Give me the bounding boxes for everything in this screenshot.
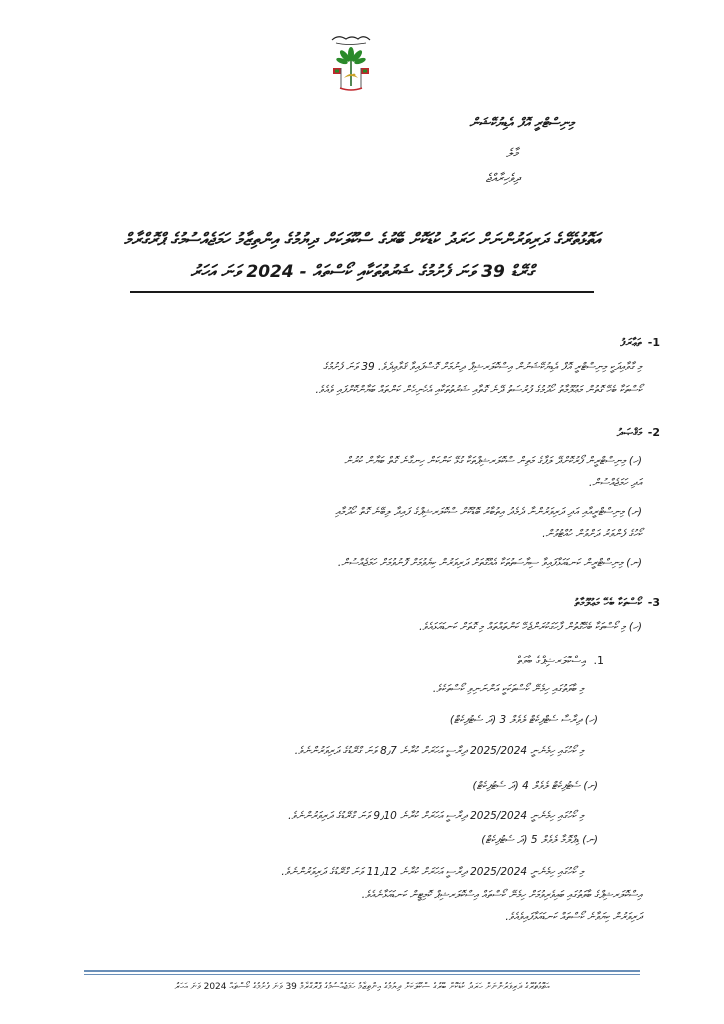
item-text: މިނިސްޓްރީން ފޯރުކޮށްދޭ ލަފާގެ މަތިން ސްކޮލަރޝިޕްތަކާ ގުޅޭ ކަންކަން ހިނގާނެ ގޮތް ބަޔާން ކުރުން bbox=[344, 455, 626, 467]
course-item bbox=[98, 834, 598, 847]
item-marker: (ހ) bbox=[628, 455, 642, 467]
subsection-number: .1 bbox=[593, 654, 604, 667]
section-number: -3 bbox=[647, 596, 660, 609]
country-name: ދިވެހިރާއްޖެ bbox=[485, 171, 520, 185]
document-title-line-1: އަތޮޅުތެރޭގެ ދަރިވަރުންނަށް ހަރަދު ކުޑަކޮށް ބޭރުގެ ސްކޫލަކަށް ދިޔުމުގެ އިންތިޒާމު ހަމަޖެއްސުމުގެ ޕްރޮގްރާމް bbox=[123, 230, 601, 250]
item-text: މިނިސްޓްރީން ކަނޑައަޅާފައިވާ ސިޔާސަތުތަކާ އެއްގޮތަށް ދަރިވަރުން ކިޔެވުމަށް ފޮނުވުމަށް ހަމަޖެއްސުން. bbox=[337, 557, 623, 569]
course-detail: މި ކޯހުގައި ހިމެނެނީ 2025/2024 ދިރާސީ އަހަރަށް ކުރާނެ 9٫10 ވަނަ ގްރޭޑުގެ ދަރިވަރުންނެވެ. bbox=[288, 810, 584, 822]
city-name: މާލެ bbox=[506, 146, 518, 160]
ministry-name: މިނިސްޓްރީ އޮފް އެޑިޔުކޭޝަން bbox=[469, 116, 574, 131]
section-1-paragraph-line: މި ގާވާއިދަކީ މިނިސްޓްރީ އޮފް އެޑިޔުކޭޝަނުން އިސްކޮލަރޝިޕް ދިނުމަށް ގޮސްފައިވާ ޤަވާޢިދެވެ. 39 ވަނަ ފެށުމުގެ bbox=[323, 361, 642, 373]
subsection-heading bbox=[364, 654, 604, 670]
footer-divider bbox=[84, 974, 640, 975]
footer-divider bbox=[84, 970, 640, 972]
title-underline bbox=[130, 291, 594, 293]
list-item-continuation: އަދި ހަމަޖެއްސުން. bbox=[588, 477, 642, 489]
course-name: ޑިޕްލޮމާ ލެވެލް 5 (ދަ ސެޓުފިކެޓް) bbox=[481, 834, 579, 846]
section-number: -1 bbox=[647, 336, 660, 349]
section-number: -2 bbox=[647, 426, 660, 439]
subsection-title: އިސްކޮލަރޝިޕްގެ ބާވަތް bbox=[516, 654, 586, 667]
section-1-heading bbox=[540, 336, 660, 352]
item-marker: (ނ) bbox=[582, 834, 598, 846]
course-name: ސެޓުފިކެޓް ލެވެލް 4 (ދަ ސެޓުފިކެޓް) bbox=[472, 780, 581, 792]
subsection-description: މި ބާވަތުގައި ހިމެނޭ ކޯސްތަކަކީ އަންނަނިވި ކޯސްތަކެވެ. bbox=[432, 683, 584, 695]
section-1-paragraph-line: ކޯސްތަކާ ބެހޭ ގޮތުން މަޢުލޫމާތު ހޯދުމުގެ ފުރުސަތު ދޭނެ ގޮތާއި ޝަރުތުތަކާއި އެހެނިހެން ކަންތައް ބަޔާންކޮށްފައި ވެއެވެ. bbox=[315, 384, 642, 396]
document-title-line-2: ގްރޭޑް 39 ވަނަ ފެށުމުގެ ޝަރުތުތަކާއި ކޯސްތައް - 2024 ވަނަ އަހަރު bbox=[190, 262, 534, 282]
closing-paragraph-line: އިސްކޮލަރޝިޕްގެ ބާވަތުގައި ބައިވެރިވުމަށް ހިމެނޭ ކޯސްތައް އިސްކޮލަރޝިޕް ކޮމިޓީން ކަނޑައަޅާނެއެވެ. bbox=[361, 889, 642, 901]
section-2-heading bbox=[540, 426, 660, 442]
section-3-intro: (ހ) މި ކޯސްތަކާ ބެހޭގޮތުން ފާހަގަކުރަންޖެހޭ ކަންތައްތައް މި ގޮތަށް ކަނޑައަޅައެވެ. bbox=[419, 621, 642, 633]
item-marker: (ށ) bbox=[627, 506, 642, 518]
course-item bbox=[98, 714, 598, 727]
section-title: ތަޢާރަފު bbox=[620, 336, 642, 349]
state-emblem-icon bbox=[328, 34, 374, 96]
section-3-heading bbox=[440, 596, 660, 612]
course-item bbox=[98, 780, 598, 793]
course-detail: މި ކޯހުގައި ހިމެނެނީ 2025/2024 ދިރާސީ އަހަރަށް ކުރާނެ 8٫7 ވަނަ ގްރޭޑުގެ ދަރިވަރުންނެވެ. bbox=[294, 745, 584, 757]
list-item bbox=[82, 455, 642, 468]
item-marker: (ނ) bbox=[626, 557, 642, 569]
item-marker: (ހ) bbox=[584, 714, 598, 726]
course-detail: މި ކޯހުގައި ހިމެނެނީ 2025/2024 ދިރާސީ އަހަރަށް ކުރާނެ 11٫12 ވަނަ ގްރޭޑުގެ ދަރިވަރުންނެވެ. bbox=[281, 866, 584, 878]
section-title: މަޤްޞަދު bbox=[616, 426, 642, 439]
list-item bbox=[82, 557, 642, 570]
item-text: މިނިސްޓްރީއާއި އަދި ދަރިވަރުންނާ ދެމެދު އިތުބާރު ބޮޑުކޮށް ސްކޮލަރޝިޕްގެ ފައިދާ ލިބޭނެ ގޮތް ހޯދުމާއި bbox=[335, 506, 625, 518]
list-item-continuation: ކޯހުގެ ފެންވަރު ދަށްވުން ހުއްޓުވުން. bbox=[542, 528, 642, 540]
page-footer: އަތޮޅުތެރޭގެ ދަރިވަރުންނަށް ހަރަދު ކުޑަކޮށް ބޭރުގެ ސްކޫލަކަށް ދިޔުމުގެ އިންތިޒާމު ހަމަޖެއްސުމުގެ ޕްރޮގްރާމް 39 ވަނަ ފެށުމުގެ ކޯސްތައް 2024 ވަނަ އަހަރު bbox=[174, 982, 550, 992]
list-item bbox=[82, 506, 642, 519]
item-marker: (ށ) bbox=[583, 780, 598, 792]
closing-paragraph-line: ދަރިވަރުން ކިޔަވާނެ ކޯސްތައް ކަނޑައަޅާފައިވެއެވެ. bbox=[505, 911, 642, 923]
course-name: ދިރާސާ ސެޓްފިކެޓް ލެވެލް 3 (ދަ ސެޓުފިކެޓް) bbox=[449, 714, 582, 726]
section-title: ކޯސްތަކާ ބެހޭ މަޢުލޫމާތު bbox=[574, 596, 642, 609]
